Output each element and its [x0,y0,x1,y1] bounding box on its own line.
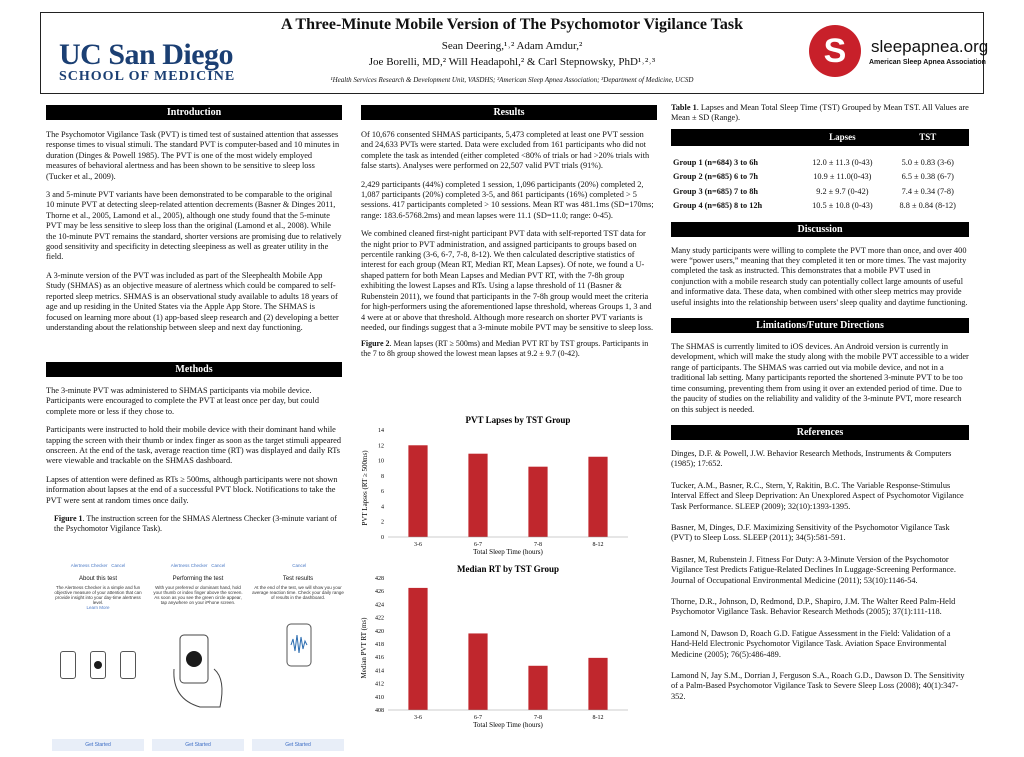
reference-item: Lamond N, Dawson D, Roach G.D. Fatigue Assessment in the Field: Validation of a Hand-Held Electronic Psychomotor Vigilance Task. Aviation Space Environmental Medicine (2005); 76(5):486-489. [671,628,951,659]
table-cell: Group 1 (n=684) 3 to 6h [673,158,759,167]
asaa-logo-name: sleepapnea.org [871,37,989,56]
intro-paragraph: The Psychomotor Vigilance Task (PVT) is timed test of sustained attention that assesses response times to visual stimuli. The standard PVT is computer-based and 10 minutes in duration (Dinges & Powell 1985). The PVT is one of the most widely employed measures of behavioral alertness and has been shown to be sensitive to sleep loss (Tucker et al., 2009). [46,130,340,181]
chart-title: Median RT by TST Group [456,564,560,574]
cancel-button[interactable]: Cancel [111,563,126,568]
methods-heading: Methods [46,362,342,377]
reference-item: Basner, M, Dinges, D.F. Maximizing Sensitivity of the Psychomotor Vigilance Task (PVT) to Sleep Loss. SLEEP (2011); 34(5):581-591. [671,522,950,543]
figure-2-caption [361,339,657,359]
methods-paragraph: Participants were instructed to hold their mobile device with their dominant hand while tapping the screen with their thumb or index finger as soon as the target stimuli appeared onscreen. At the end of the task, average reaction time (RT) was displayed and daily RTs were viewable and trackable on the SHMAS dashboard. [46,425,341,466]
phone-screen-results [252,563,344,753]
table-cell: 12.0 ± 11.3 (0-43) [812,158,873,167]
authors-line-1: Sean Deering,¹˒² Adam Amdur,² [441,40,583,52]
table-cell: 7.4 ± 0.34 (7-8) [901,186,954,196]
screen-body: With your preferred or dominant hand, hold your thumb or index finger above the screen. As soon as you see the green circle appear, tap anywhere on your iPhone screen. [153,585,243,605]
y-tick-label: 416 [375,655,384,662]
figure-1-caption-text: . The instruction screen for the SHMAS Alertness Checker (3-minute variant of the Psychomotor Vigilance Task). [54,514,337,534]
discussion-paragraph: Many study participants were willing to complete the PVT more than once, and over 400 were “power users,” meaning that they completed it ten or more times. The vast majority completed the task as instructed. This demonstrates that a mobile PVT used in conjunction with a mobile research study can potentially collect large amounts of useful and informative data. These data, when combined with other sleep metrics may provide useful insights into the relationship between users' sleep quality and daytime functioning. [671,245,968,307]
figure-1-caption [46,514,342,534]
left-column [46,105,342,341]
table-1-caption-text: . Lapses and Mean Total Sleep Time (TST) Grouped by Mean TST. All Values are Mean ± SD (Range). [671,103,969,122]
x-tick-label: 3-6 [414,542,422,548]
intro-paragraph: A 3-minute version of the PVT was included as part of the Sleephealth Mobile App Study (SHMAS) as an objective measure of alertness which could be compared to self-reported sleep metrics. SHMAS is an observational study available to adults 18 years of age and up residing in the United States via the Apple App Store. The SHMAS is focused on learning more about (1) app-based sleep research and (2) developing a better understanding about the relationship between sleep and next day functioning. [46,270,339,332]
learn-more-link[interactable]: Learn More [86,605,110,610]
y-tick-label: 4 [381,504,384,511]
y-axis-label: PVT Lapses (RT ≥ 500ms) [361,450,369,526]
y-tick-label: 428 [375,576,384,582]
x-axis-label: Total Sleep Time (hours) [473,721,543,729]
y-axis [378,428,384,541]
table-cell: 10.5 ± 10.8 (0-43) [812,201,873,211]
methods-section [46,362,342,534]
bar-3-6 [408,588,427,710]
table-header-cell: Lapses [798,129,886,146]
chart-title: PVT Lapses by TST Group [465,415,571,425]
results-section [361,105,657,359]
ucsd-logo-school: SCHOOL OF MEDICINE [59,69,236,84]
limitations-paragraph: The SHMAS is currently limited to iOS devices. An Android version is currently in development, which will make the study along with the mobile PVT accessible to a wider range of participants. The SHMAS was carried out via mobile device, and not in a traditional lab setting. Many participants reported the shortened 3-minute PVT to be too time consuming, preventing them from using it over an extended period of time. Due to the paucity of studies on the reliability and validity of the 3-minute PVT, more research on this subject is needed. [671,342,969,414]
poster-title: A Three-Minute Mobile Version of The Psychomotor Vigilance Task [281,16,743,33]
poster-header [40,12,989,94]
x-tick-label: 7-8 [534,715,542,721]
screen-title: Test results [282,576,314,582]
results-paragraph: Of 10,676 consented SHMAS participants, 5,473 completed at least one PVT session and 24,633 PVTs were started. Data were excluded from 161 participants who did not complete the task as intended (either completed <80% of trials or had >20% trials with false starts). Analyses were performed on 22,507 valid PVT trials (91%). [361,130,650,171]
x-axis-label: Total Sleep Time (hours) [473,548,543,556]
table-cell: Group 2 (n=685) 6 to 7h [673,172,759,182]
table-cell: 8.8 ± 0.84 (8-12) [899,201,956,211]
get-started-button[interactable]: Get Started [52,739,144,751]
screen-body: The Alertness Checker is a simple and fun objective measure of your attention that can provide insight into your day-time alertness level. [54,585,142,605]
bar-7-8 [528,467,547,537]
stimulus-dot-icon [94,661,102,669]
intro-heading: Introduction [46,105,342,120]
y-tick-label: 418 [375,642,384,648]
bar-7-8 [528,666,547,710]
reference-item: Dinges, D.F. & Powell, J.W. Behavior Research Methods, Instruments & Computers (1985); 17:652. [671,448,952,469]
y-tick-label: 412 [375,681,384,688]
figure-1-screens [52,563,344,753]
y-tick-label: 0 [381,535,384,541]
y-axis-label: Median PVT RT (ms) [360,617,368,679]
figure-1-label: Figure 1 [54,514,83,524]
y-tick-label: 422 [375,615,384,622]
y-tick-label: 424 [375,602,384,609]
screen-title: About this test [78,576,118,582]
bar-3-6 [408,445,427,537]
bar-8-12 [588,658,607,710]
bars [408,445,607,537]
y-tick-label: 8 [381,473,384,480]
x-tick-label: 8-12 [592,542,604,548]
table-header-row [671,129,969,146]
x-tick-label: 6-7 [474,542,482,548]
results-phone-icon [286,623,312,667]
phone-screen-about [52,563,144,753]
bar-8-12 [588,457,607,537]
right-column [671,103,969,713]
bar-6-7 [468,454,487,537]
x-axis [388,710,628,721]
ucsd-logo-name: UC San Diego [59,38,234,71]
screen-title: Performing the test [172,576,224,582]
table-1 [671,129,969,214]
table-row [671,185,969,199]
get-started-button[interactable]: Get Started [252,739,344,751]
screen-header [152,563,244,568]
phone-screen-performing [152,563,244,753]
table-cell: Group 4 (n=685) 8 to 12h [673,201,763,211]
y-axis [375,576,384,714]
discussion-heading: Discussion [671,222,969,237]
y-tick-label: 420 [375,628,384,635]
y-tick-label: 10 [378,458,384,465]
results-paragraph: We combined cleaned first-night participant PVT data with self-reported TST data for the night prior to PVT administration, and assigned participants to groups based on percentile ranking (3-6, 6-7, 7-8, 8-12). We then calculated descriptive statistics of interest for each group (Mean RT, Median RT, Mean Lapses). Of note, we found a U-shaped pattern for both Mean Lapses and Median PVT RT, with the 7-8h group exhibiting the lowest Lapses and RTs. Using a lapse threshold of 11 (Basner & Rubenstein 2011), we found that participants in the 7-8h group would meet the criteria for high-performers using the aforementioned lapse threshold, whereas Groups 1, 3 and 4 were at or above that threshold. Although more research on shorter PVT variants is needed, our findings suggest that a 3-minute mobile PVT may be sensitive to sleep loss. [361,229,654,332]
x-tick-label: 6-7 [474,715,482,721]
y-tick-label: 426 [375,589,384,596]
screen-app-name: Alertness Checker [70,563,108,568]
reference-item: Tucker, A.M., Basner, R.C., Stern, Y, Rakitin, B.C. The Variable Response-Stimulus Interval Effect and Sleep Deprivation: An Unexplored Aspect of Psychomotor Vigilance Task Performance. SLEEP (2009); 32(10):1393-1395. [671,480,964,511]
phone-outline-icon [120,651,136,679]
y-tick-label: 6 [381,489,384,496]
table-header-cell: TST [886,129,969,146]
table-cell: 9.2 ± 9.7 (0-42) [816,186,869,196]
results-paragraph: 2,429 participants (44%) completed 1 session, 1,096 participants (20%) completed 2, 1,087 participants (20%) completed 3-5, and 861 participants (16%) completed > 5 sessions. 417 participants completed > 10 sessions. Mean RT was 481.1ms (SD=170ms; range: 183.6-5768.2ms) and mean lapses were 11.1 (SD=11.0; range: 0-45). [361,179,654,220]
table-cell: 10.9 ± 11.0(0-43) [813,172,872,182]
results-heading: Results [361,105,657,120]
x-tick-label: 3-6 [414,715,422,721]
screen-app-name: Alertness Checker [170,563,208,568]
table-row [671,170,969,184]
y-tick-label: 408 [375,708,384,714]
y-tick-label: 414 [375,668,384,675]
cancel-button[interactable]: Cancel [211,563,226,568]
y-tick-label: 14 [378,428,384,434]
hand-holding-phone-icon [170,629,228,709]
table-header-cell [671,129,798,146]
x-tick-label: 8-12 [592,715,604,721]
table-1-caption [671,103,969,123]
phone-outline-icon [90,651,106,679]
limitations-heading: Limitations/Future Directions [671,318,969,333]
get-started-button[interactable]: Get Started [152,739,244,751]
y-tick-label: 2 [381,519,384,526]
bar-6-7 [468,633,487,710]
y-tick-label: 410 [375,694,384,701]
asaa-logo-icon: S [809,25,861,77]
bars [408,588,607,710]
figure-2-caption-text: . Mean lapses (RT ≥ 500ms) and Median PVT RT by TST groups. Participants in the 7 to 8h group showed the lowest mean lapses at 9.2 ± 9.7 (0-42). [361,339,649,359]
x-tick-label: 7-8 [534,542,542,548]
reference-item: Basner, M, Rubenstein J. Fitness For Duty: A 3-Minute Version of the Psychomotor Vigilance Test Predicts Fatigue-Related Declines In Luggage-Screening Performance. Journal of Occupational Environmental Medicine (2011); 53(10):1146-54. [671,554,956,585]
intro-paragraph: 3 and 5-minute PVT variants have been demonstrated to be comparable to the original 10 minute PVT at detecting sleep-related attention decrements (Basner & Dinges 2011, Thorne et al., 2005, Lamond et al., 2005), although one study found that the 5-minute PVT may be less sensitive to sleep loss than the original (Lamond et al., 2008). While the 10-minute PVT remains the standard, shorter versions are promising due to relatively good sensitivity and specificity in detecting sleepiness as well as greater utility in the field. [46,190,342,262]
figure-2-label: Figure 2 [361,339,390,349]
references-heading: References [671,425,969,440]
table-cell: Group 3 (n=685) 7 to 8h [673,186,759,196]
table-row [671,199,969,213]
lapses-chart [358,410,648,560]
y-tick-label: 12 [378,443,384,450]
reference-item: Thorne, D.R., Johnson, D, Redmond, D.P., Shapiro, J.M. The Walter Reed Palm-Held Psychomotor Vigilance Task. Behavior Research Methods (2005); 37(1):111-118. [671,596,956,617]
median-rt-chart [358,560,648,735]
screen-header [52,563,144,568]
methods-paragraph: Lapses of attention were defined as RTs ≥ 500ms, although participants were not shown information about lapses at the end of a successful PVT block. Notifications to take the PVT were sent at random times once daily. [46,474,338,505]
screen-header [252,563,344,568]
table-cell: 5.0 ± 0.83 (3-6) [901,158,954,167]
screen-body: At the end of the test, we will show you your average reaction time. Check your daily range of results in the dashboard. [252,585,344,600]
table-1-label: Table 1 [671,103,697,112]
phone-outline-icon [60,651,76,679]
authors-line-2: Joe Borelli, MD,² Will Headapohl,² & Carl Stepnowsky, PhD¹˒²˒³ [368,56,656,68]
asaa-logo-subtitle: American Sleep Apnea Association [869,59,986,66]
x-axis [388,537,628,548]
table-cell: 6.5 ± 0.38 (6-7) [901,172,954,182]
affiliations: ¹Health Services Research & Development Unit, VASDHS; ²American Sleep Apnea Association; ³Department of Medicine, UCSD [330,76,694,84]
reference-item: Lamond N, Jay S.M., Dorrian J, Ferguson S.A., Roach G.D., Dawson D. The Sensitivity of a Palm-Based Psychomotor Vigilance Task to Severe Sleep Loss (2008); 40(1):347-352. [671,671,965,701]
cancel-button[interactable]: Cancel [292,563,307,568]
methods-paragraph: The 3-minute PVT was administered to SHMAS participants via mobile device. Participants were encouraged to complete the PVT at least once per day, but could complete more or less if they chose to. [46,386,320,416]
table-row [671,156,969,170]
